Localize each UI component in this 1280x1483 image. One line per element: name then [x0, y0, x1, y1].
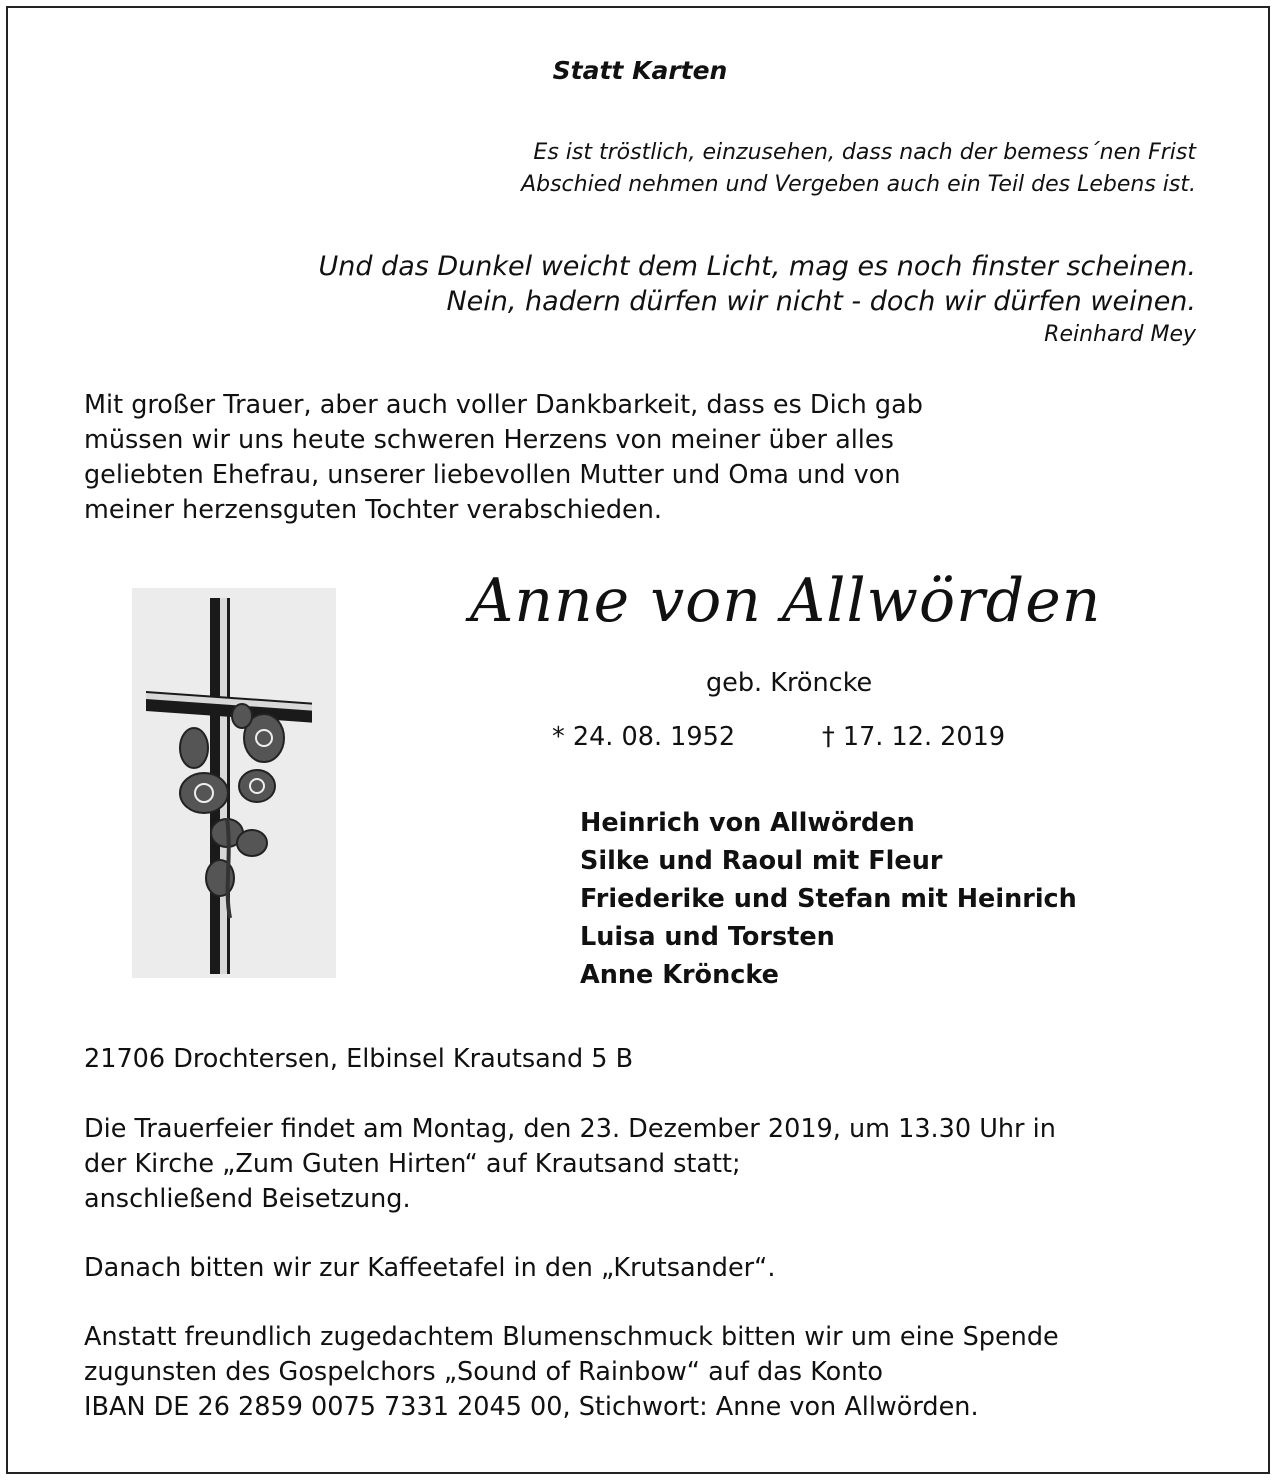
quote-2-line-1: Und das Dunkel weicht dem Licht, mag es noch finster scheinen. [318, 251, 1196, 282]
intro-line-1: Mit großer Trauer, aber auch voller Dankbarkeit, dass es Dich gab [84, 390, 923, 420]
donation-line-3: IBAN DE 26 2859 0075 7331 2045 00, Stichwort: Anne von Allwörden. [84, 1392, 979, 1422]
birth-date: * 24. 08. 1952 [552, 722, 736, 752]
mourners-list [580, 804, 1077, 994]
mourner-item: Heinrich von Allwörden [580, 808, 915, 838]
quote-1-line-1: Es ist tröstlich, einzusehen, dass nach der bemess´nen Frist [533, 140, 1196, 165]
intro-line-4: meiner herzensguten Tochter verabschieden. [84, 495, 662, 525]
quote-1 [521, 137, 1196, 201]
header-statt-karten: Statt Karten [552, 56, 728, 85]
intro-line-2: müssen wir uns heute schweren Herzens von meiner über alles [84, 425, 894, 455]
funeral-line-1: Die Trauerfeier findet am Montag, den 23. Dezember 2019, um 13.30 Uhr in [84, 1114, 1056, 1144]
coffee-note: Danach bitten wir zur Kaffeetafel in den „Krutsander“. [84, 1253, 776, 1283]
mourner-item: Anne Kröncke [580, 960, 779, 990]
funeral-line-2: der Kirche „Zum Guten Hirten“ auf Krautsand statt; [84, 1149, 741, 1179]
birth-name: geb. Kröncke [706, 668, 873, 698]
quote-author: Reinhard Mey [1044, 322, 1196, 347]
quote-1-line-2: Abschied nehmen und Vergeben auch ein Teil des Lebens ist. [521, 172, 1196, 197]
cross-icon [132, 588, 336, 978]
quote-2-line-2: Nein, hadern dürfen wir nicht - doch wir dürfen weinen. [446, 286, 1196, 317]
donation-line-1: Anstatt freundlich zugedachtem Blumenschmuck bitten wir um eine Spende [84, 1322, 1059, 1352]
address: 21706 Drochtersen, Elbinsel Krautsand 5 B [84, 1044, 634, 1074]
cross-with-roses-image [132, 588, 336, 978]
funeral-paragraph [84, 1112, 1056, 1217]
quote-2 [318, 249, 1196, 319]
mourner-item: Luisa und Torsten [580, 922, 835, 952]
mourner-item: Silke und Raoul mit Fleur [580, 846, 943, 876]
donation-paragraph [84, 1320, 1059, 1425]
funeral-line-3: anschließend Beisetzung. [84, 1184, 411, 1214]
deceased-name: Anne von Allwörden [470, 566, 1102, 636]
mourner-item: Friederike und Stefan mit Heinrich [580, 884, 1077, 914]
intro-line-3: geliebten Ehefrau, unserer liebevollen Mutter und Oma und von [84, 460, 901, 490]
donation-line-2: zugunsten des Gospelchors „Sound of Rainbow“ auf das Konto [84, 1357, 884, 1387]
intro-paragraph [84, 388, 923, 528]
death-date: † 17. 12. 2019 [822, 722, 1006, 752]
